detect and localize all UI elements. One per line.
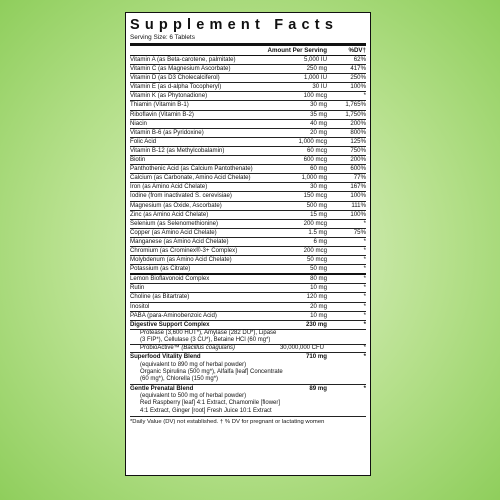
nutrient-row [130, 147, 366, 156]
panel-title: Supplement Facts [130, 17, 339, 33]
nutrient-amount: 1,000 mcg [298, 137, 327, 145]
nutrient-dv: * [363, 302, 366, 310]
digestive-row: Digestive Support Complex 230 mg * [130, 321, 366, 330]
nutrient-name: Chromium (as Crominex®-3+ Complex) [130, 246, 238, 254]
nutrient-name: Zinc (as Amino Acid Chelate) [130, 210, 209, 218]
nutrient-amount: 10 mg [310, 284, 327, 292]
nutrient-dv: 100% [350, 192, 366, 200]
nutrient-dv: 75% [353, 228, 366, 236]
nutrient-row [130, 192, 366, 201]
superfood-row: Superfood Vitality Blend 710 mg * [130, 353, 366, 361]
nutrient-name: Biotin [130, 156, 146, 164]
nutrient-name: Vitamin B-6 (as Pyridoxine) [130, 128, 204, 136]
dv-header: %DV† [348, 47, 366, 54]
nutrient-row [130, 74, 366, 83]
column-header [130, 46, 366, 56]
nutrient-row [130, 265, 366, 275]
nutrient-dv: * [363, 219, 366, 227]
nutrient-name: Rutin [130, 284, 145, 292]
nutrient-amount: 600 mcg [303, 156, 327, 164]
nutrient-name: Riboflavin (Vitamin B-2) [130, 110, 194, 118]
nutrient-dv: 200% [350, 156, 366, 164]
nutrient-dv: * [363, 246, 366, 254]
digestive-detail-line: (3 FIP*), Cellulase (3 CU*), Betaine HCl (60 mg*) [130, 337, 366, 345]
nutrient-row [130, 101, 366, 110]
nutrient-name: Vitamin C (as Magnesium Ascorbate) [130, 65, 231, 73]
nutrient-dv: 200% [350, 119, 366, 127]
nutrient-name: Potassium (as Citrate) [130, 265, 191, 273]
nutrient-amount: 200 mcg [303, 219, 327, 227]
nutrient-name: Niacin [130, 119, 147, 127]
prenatal-detail: (equivalent to 500 mg of herbal powder) Red Raspberry [leaf] 4:1 Extract, Chamomile [flower] 4:1 Extract, Ginger [root] Fresh Juice 10:1 Extract [130, 393, 366, 417]
nutrient-row [130, 183, 366, 192]
nutrient-amount: 1.5 mg [308, 228, 327, 236]
amount-header: Amount Per Serving [267, 47, 327, 54]
nutrient-row [130, 156, 366, 165]
nutrient-amount: 30 IU [312, 83, 327, 91]
nutrient-row [130, 120, 366, 129]
nutrient-dv: 800% [350, 128, 366, 136]
nutrient-amount: 500 mg [306, 201, 327, 209]
nutrient-dv: * [363, 265, 366, 273]
nutrient-dv: * [363, 256, 366, 264]
nutrient-dv: * [363, 293, 366, 301]
nutrient-row [130, 303, 366, 312]
nutrient-row [130, 83, 366, 92]
nutrient-dv: * [363, 275, 366, 283]
nutrient-row [130, 229, 366, 238]
nutrient-amount: 30 mg [310, 183, 327, 191]
nutrient-name: Magnesium (as Oxide, Ascorbate) [130, 201, 222, 209]
nutrient-row [130, 56, 366, 65]
nutrient-row [130, 92, 366, 101]
nutrient-dv: * [363, 92, 366, 100]
serving-size: Serving Size: 6 Tablets [130, 34, 366, 46]
prenatal-row: Gentle Prenatal Blend 89 mg * [130, 385, 366, 393]
nutrient-dv: 600% [350, 165, 366, 173]
vitamin-list [130, 56, 366, 275]
nutrient-name: Copper (as Amino Acid Chelate) [130, 228, 217, 236]
nutrient-row [130, 284, 366, 293]
nutrient-amount: 6 mg [313, 237, 327, 245]
nutrient-dv: 250% [350, 74, 366, 82]
nutrient-name: Vitamin B-12 (as Methylcobalamin) [130, 146, 225, 154]
nutrient-amount: 80 mg [310, 275, 327, 283]
nutrient-dv: 417% [350, 65, 366, 73]
nutrient-dv: 1,765% [345, 101, 366, 109]
nutrient-dv: 100% [350, 83, 366, 91]
nutrient-name: Choline (as Bitartrate) [130, 293, 190, 301]
nutrient-row [130, 238, 366, 247]
nutrient-row [130, 202, 366, 211]
nutrient-dv: 77% [353, 174, 366, 182]
nutrient-amount: 40 mg [310, 119, 327, 127]
nutrient-amount: 10 mg [310, 311, 327, 319]
nutrient-row [130, 65, 366, 74]
other-ingredient-list [130, 275, 366, 320]
nutrient-row [130, 293, 366, 302]
nutrient-row [130, 138, 366, 147]
nutrient-name: Vitamin K (as Phytonadione) [130, 92, 208, 100]
nutrient-name: Selenium (as Selenomethionine) [130, 219, 219, 227]
nutrient-name: Iron (as Amino Acid Chelate) [130, 183, 208, 191]
nutrient-row [130, 312, 366, 321]
digestive-detail-line: Protease (3,600 HUT*), Amylase (282 DU*), Lipase [140, 329, 277, 336]
nutrient-row [130, 247, 366, 256]
nutrient-dv: 167% [350, 183, 366, 191]
nutrient-amount: 15 mg [310, 210, 327, 218]
nutrient-amount: 1,000 IU [303, 74, 327, 82]
nutrient-amount: 120 mg [306, 293, 327, 301]
nutrient-name: Lemon Bioflavonoid Complex [130, 275, 210, 283]
nutrient-amount: 5,000 IU [303, 56, 327, 63]
nutrient-dv: 750% [350, 146, 366, 154]
nutrient-name: Vitamin E (as d-alpha Tocopheryl) [130, 83, 222, 91]
nutrient-row [130, 174, 366, 183]
nutrient-dv: * [363, 311, 366, 319]
nutrient-amount: 20 mg [310, 302, 327, 310]
nutrient-amount: 60 mcg [307, 146, 327, 154]
nutrient-amount: 50 mcg [307, 256, 327, 264]
nutrient-name: Panthothenic Acid (as Calcium Pantothenate) [130, 165, 253, 173]
nutrient-name: Vitamin A (as Beta-carotene, palmitate) [130, 56, 236, 63]
nutrient-amount: 1,000 mg [301, 174, 327, 182]
nutrient-row [130, 165, 366, 174]
nutrient-amount: 50 mg [310, 265, 327, 273]
nutrient-row [130, 129, 366, 138]
nutrient-dv: 100% [350, 210, 366, 218]
nutrient-name: Iodine (from inactivated S. cerevisiae) [130, 192, 232, 200]
footnote: *Daily Value (DV) not established. † % DV for pregnant or lactating women [130, 418, 325, 425]
probioactive-row: ProbioActive™ (Bacillus coagulans) 30,000,000 CFU * [130, 345, 366, 353]
nutrient-amount: 200 mcg [303, 246, 327, 254]
nutrient-row [130, 256, 366, 265]
nutrient-dv: 111% [351, 201, 366, 209]
nutrient-row [130, 220, 366, 229]
nutrient-amount: 100 mcg [303, 92, 327, 100]
nutrient-amount: 150 mcg [303, 192, 327, 200]
probio-species: (Bacillus coagulans) [181, 345, 236, 352]
nutrient-dv: 125% [350, 137, 366, 145]
nutrient-amount: 250 mg [306, 65, 327, 73]
nutrient-name: Folic Acid [130, 137, 157, 145]
nutrient-amount: 35 mg [310, 110, 327, 118]
supplement-facts-panel [125, 12, 371, 476]
nutrient-name: PABA (para-Aminobenzoic Acid) [130, 311, 217, 319]
nutrient-amount: 20 mg [310, 128, 327, 136]
nutrient-name: Manganese (as Amino Acid Chelate) [130, 237, 229, 245]
nutrient-name: Thiamin (Vitamin B-1) [130, 101, 189, 109]
nutrient-dv: * [363, 237, 366, 245]
nutrient-row [130, 211, 366, 220]
nutrient-name: Inositol [130, 302, 150, 310]
nutrient-row [130, 111, 366, 120]
nutrient-row [130, 275, 366, 284]
nutrient-dv: 62% [353, 56, 366, 63]
nutrient-dv: * [363, 284, 366, 292]
nutrient-name: Molybdenum (as Amino Acid Chelate) [130, 256, 232, 264]
nutrient-amount: 30 mg [310, 101, 327, 109]
nutrient-name: Vitamin D (as D3 Cholecalciferol) [130, 74, 220, 82]
nutrient-name: Calcium (as Carbonate, Amino Acid Chelate) [130, 174, 251, 182]
nutrient-dv: 1,750% [345, 110, 366, 118]
nutrient-amount: 60 mg [310, 165, 327, 173]
superfood-detail: (equivalent to 890 mg of herbal powder) Organic Spirulina (500 mg*), Alfalfa [leaf] Concentrate (60 mg*), Chlorella (150 mg*) [130, 362, 366, 386]
